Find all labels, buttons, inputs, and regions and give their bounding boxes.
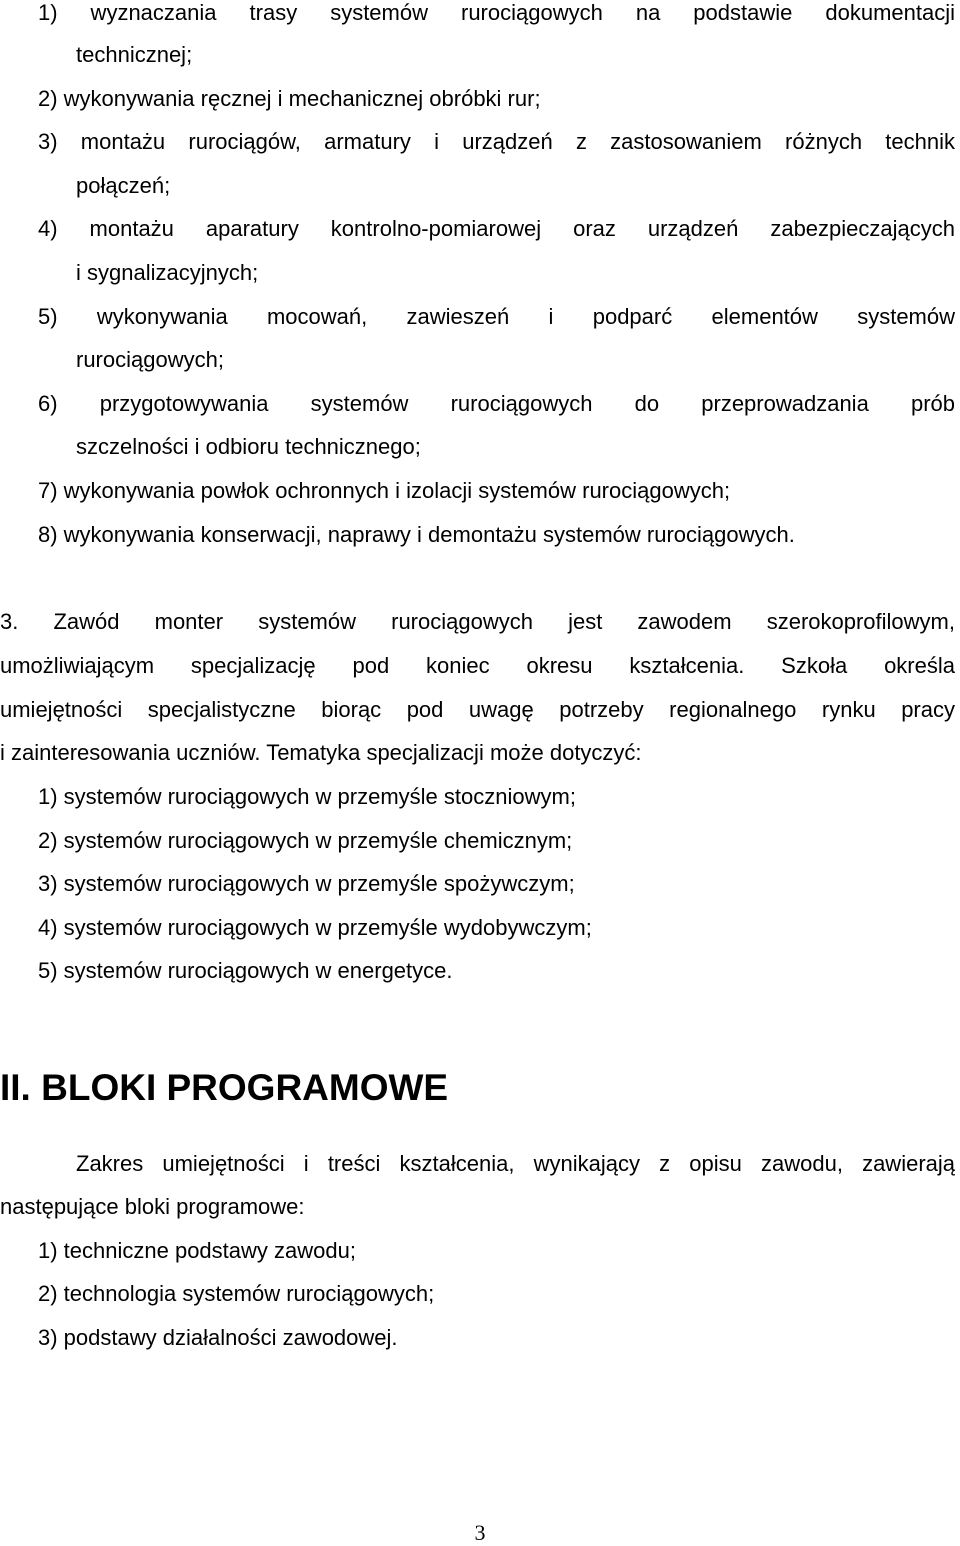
list-item-1-line-1: 1) wyznaczania trasy systemów rurociągowych na podstawie dokumentacji [38,0,955,25]
section-3-paragraph-line-1: 3. Zawód monter systemów rurociągowych jest zawodem szerokoprofilowym, [0,609,955,634]
section-3-paragraph-line-2: umożliwiającym specjalizację pod koniec okresu kształcenia. Szkoła określa [0,653,955,678]
program-block-item-2: 2) technologia systemów rurociągowych; [38,1281,435,1306]
specialization-item-2: 2) systemów rurociągowych w przemyśle chemicznym; [38,828,573,853]
list-item-5-line-1: 5) wykonywania mocowań, zawieszeń i podparć elementów systemów [38,304,955,329]
section-3-paragraph-line-4: i zainteresowania uczniów. Tematyka specjalizacji może dotyczyć: [0,740,642,765]
program-block-item-1: 1) techniczne podstawy zawodu; [38,1238,356,1263]
list-item-4-line-1: 4) montażu aparatury kontrolno-pomiarowej oraz urządzeń zabezpieczających [38,216,955,241]
list-item-4-line-2: i sygnalizacyjnych; [76,260,259,285]
page-number: 3 [474,1520,486,1545]
list-item-3-line-2: połączeń; [76,173,171,198]
specialization-item-4: 4) systemów rurociągowych w przemyśle wydobywczym; [38,915,592,940]
section-ii-paragraph-line-1: Zakres umiejętności i treści kształcenia, wynikający z opisu zawodu, zawierają [76,1151,955,1176]
section-3-paragraph-line-3: umiejętności specjalistyczne biorąc pod uwagę potrzeby regionalnego rynku pracy [0,697,955,722]
specialization-item-1: 1) systemów rurociągowych w przemyśle stoczniowym; [38,784,576,809]
list-item-2: 2) wykonywania ręcznej i mechanicznej obróbki rur; [38,86,541,111]
list-item-3-line-1: 3) montażu rurociągów, armatury i urządzeń z zastosowaniem różnych technik [38,129,955,154]
specialization-item-3: 3) systemów rurociągowych w przemyśle spożywczym; [38,871,575,896]
program-block-item-3: 3) podstawy działalności zawodowej. [38,1325,398,1350]
list-item-5-line-2: rurociągowych; [76,347,224,372]
specialization-item-5: 5) systemów rurociągowych w energetyce. [38,958,453,983]
list-item-8: 8) wykonywania konserwacji, naprawy i demontażu systemów rurociągowych. [38,522,795,547]
section-ii-paragraph-line-2: następujące bloki programowe: [0,1194,305,1219]
list-item-1-line-2: technicznej; [76,42,193,67]
list-item-7: 7) wykonywania powłok ochronnych i izolacji systemów rurociągowych; [38,478,731,503]
list-item-6-line-1: 6) przygotowywania systemów rurociągowych do przeprowadzania prób [38,391,955,416]
list-item-6-line-2: szczelności i odbioru technicznego; [76,434,421,459]
section-heading: II. BLOKI PROGRAMOWE [0,1067,449,1108]
